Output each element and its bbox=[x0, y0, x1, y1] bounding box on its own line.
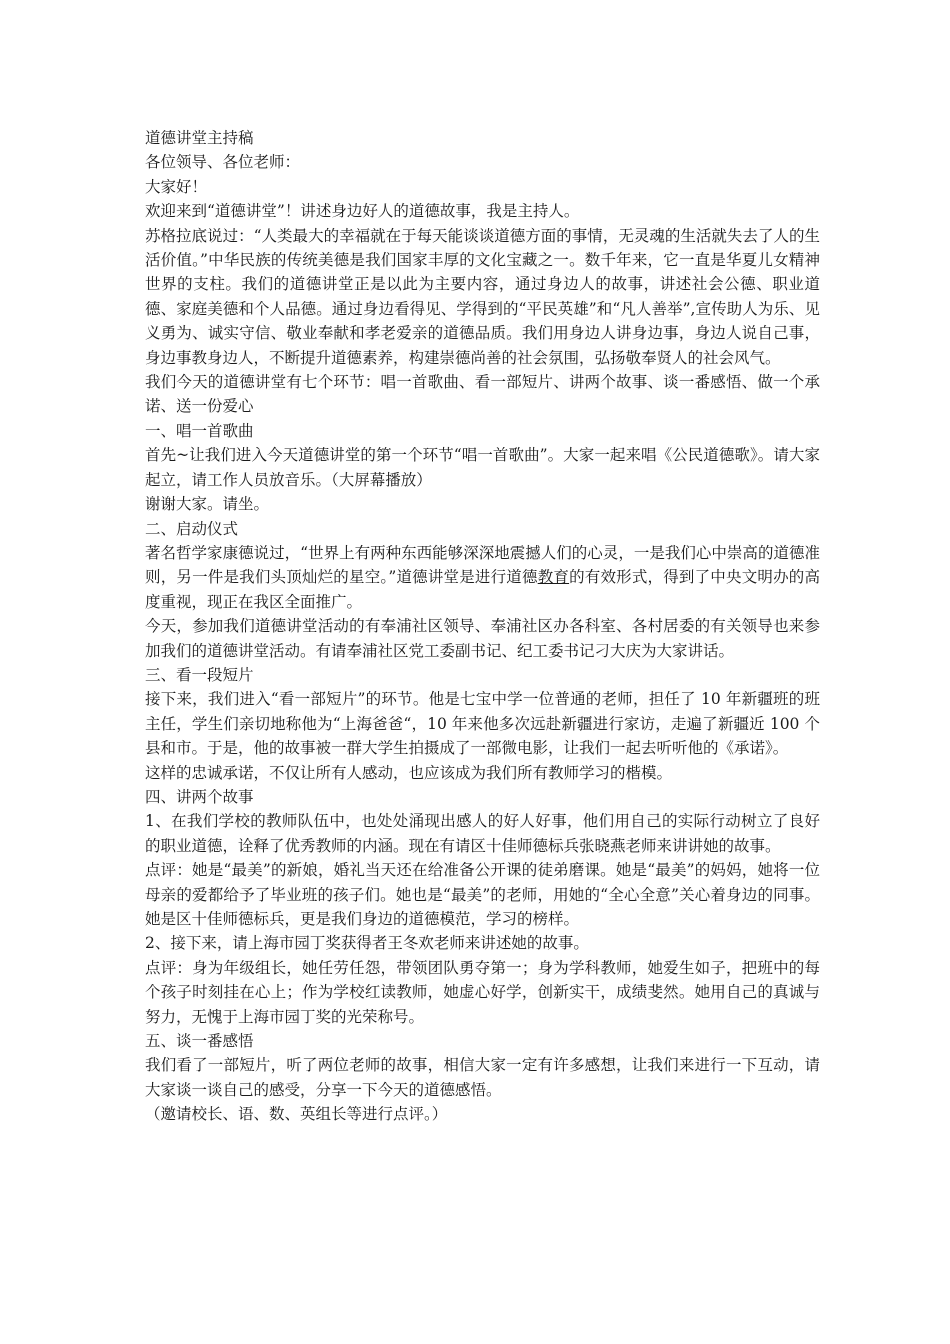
document-title: 道德讲堂主持稿 bbox=[145, 129, 254, 147]
kant-text-b: 的有效形式，得到了中央文明办的高度重视，现正在我区全面推广。 bbox=[145, 568, 820, 611]
story-1-paragraph: 1、在我们学校的教师队伍中，也处处涌现出感人的好人好事，他们用自己的实际行动树立了良好的职业道德，诠释了优秀教师的内涵。现在有请区十佳师德标兵张晓燕老师来讲讲她的故事。 bbox=[145, 812, 820, 855]
invite-paragraph: （邀请校长、语、数、英组长等进行点评。） bbox=[145, 1105, 448, 1124]
document-page bbox=[145, 126, 820, 1127]
kant-text-a: 著名哲学家康德说过，“世界上有两种东西能够深深地震撼人们的心灵，一是我们心中崇高的道德准则，另一件是我们头顶灿烂的星空。”道德讲堂是进行道德 bbox=[145, 543, 820, 587]
salutation: 各位领导、各位老师： bbox=[145, 153, 301, 172]
education-link[interactable]: 教育 bbox=[537, 568, 570, 587]
reflection-paragraph: 我们看了一部短片，听了两位老师的故事，相信大家一定有许多感想，让我们来进行一下互动，请大家谈一谈自己的感受，分享一下今天的道德感悟。 bbox=[145, 1056, 820, 1099]
kant-paragraph bbox=[145, 541, 820, 614]
comment-1-paragraph: 点评：她是“最美”的新娘，婚礼当天还在给准备公开课的徒弟磨课。她是“最美”的妈妈，她将一位母亲的爱都给予了毕业班的孩子们。她也是“最美”的老师，用她的“全心全意”关心着身边的同事。她是区十佳师德标兵，更是我们身边的道德模范，学习的榜样。 bbox=[145, 861, 820, 928]
thanks-paragraph: 谢谢大家。请坐。 bbox=[145, 495, 270, 514]
section-heading-2: 二、启动仪式 bbox=[145, 519, 239, 538]
section-heading-1: 一、唱一首歌曲 bbox=[145, 421, 254, 440]
song-paragraph: 首先~让我们进入今天道德讲堂的第一个环节“唱一首歌曲”。大家一起来唱《公民道德歌》。请大家起立，请工作人员放音乐。（大屏幕播放） bbox=[145, 446, 820, 489]
promise-paragraph: 这样的忠诚承诺，不仅让所有人感动，也应该成为我们所有教师学习的楷模。 bbox=[145, 763, 673, 782]
greeting: 大家好！ bbox=[145, 177, 208, 196]
intro-paragraph: 欢迎来到“道德讲堂”！讲述身边好人的道德故事，我是主持人。 bbox=[145, 202, 580, 221]
socrates-paragraph: 苏格拉底说过：“人类最大的幸福就在于每天能谈谈道德方面的事情，无灵魂的生活就失去了人的生活价值。”中华民族的传统美德是我们国家丰厚的文化宝藏之一。数千年来，它一直是华夏儿女精神世界的支柱。我们的道德讲堂正是以此为主要内容，通过身边人的故事，讲述社会公德、职业道德、家庭美德和个人品德。通过身边看得见、学得到的“平民英雄”和“凡人善举”,宣传助人为乐、见义勇为、诚实守信、敬业奉献和孝老爱亲的道德品质。我们用身边人讲身边事，身边人说自己事，身边事教身边人，不断提升道德素养，构建崇德尚善的社会氛围，弘扬敬奉贤人的社会风气。 bbox=[145, 226, 820, 367]
section-heading-3: 三、看一段短片 bbox=[145, 665, 254, 684]
comment-2-paragraph: 点评：身为年级组长，她任劳任怨，带领团队勇夺第一；身为学科教师，她爱生如子，把班中的每个孩子时刻挂在心上；作为学校红读教师，她虚心好学，创新实干，成绩斐然。她用自己的真诚与努力，无愧于上海市园丁奖的光荣称号。 bbox=[145, 958, 820, 1026]
today-paragraph: 今天，参加我们道德讲堂活动的有奉浦社区领导、奉浦社区办各科室、各村居委的有关领导也来参加我们的道德讲堂活动。有请奉浦社区党工委副书记、纪工委书记刁大庆为大家讲话。 bbox=[145, 617, 820, 660]
section-heading-5: 五、谈一番感悟 bbox=[145, 1032, 254, 1051]
story-2-paragraph: 2、接下来，请上海市园丁奖获得者王冬欢老师来讲述她的故事。 bbox=[145, 934, 589, 953]
section-heading-4: 四、讲两个故事 bbox=[145, 787, 254, 806]
film-paragraph: 接下来，我们进入“看一部短片”的环节。他是七宝中学一位普通的老师，担任了 10 年新疆班的班主任，学生们亲切地称他为“上海爸爸“，10 年来他多次远赴新疆进行家访，走遍了新疆近 100 个县和市。于是，他的故事被一群大学生拍摄成了一部微电影，让我们一起去听听他的《承诺》。 bbox=[145, 690, 820, 758]
seven-steps-paragraph: 我们今天的道德讲堂有七个环节：唱一首歌曲、看一部短片、讲两个故事、谈一番感悟、做一个承诺、送一份爱心 bbox=[145, 373, 820, 416]
